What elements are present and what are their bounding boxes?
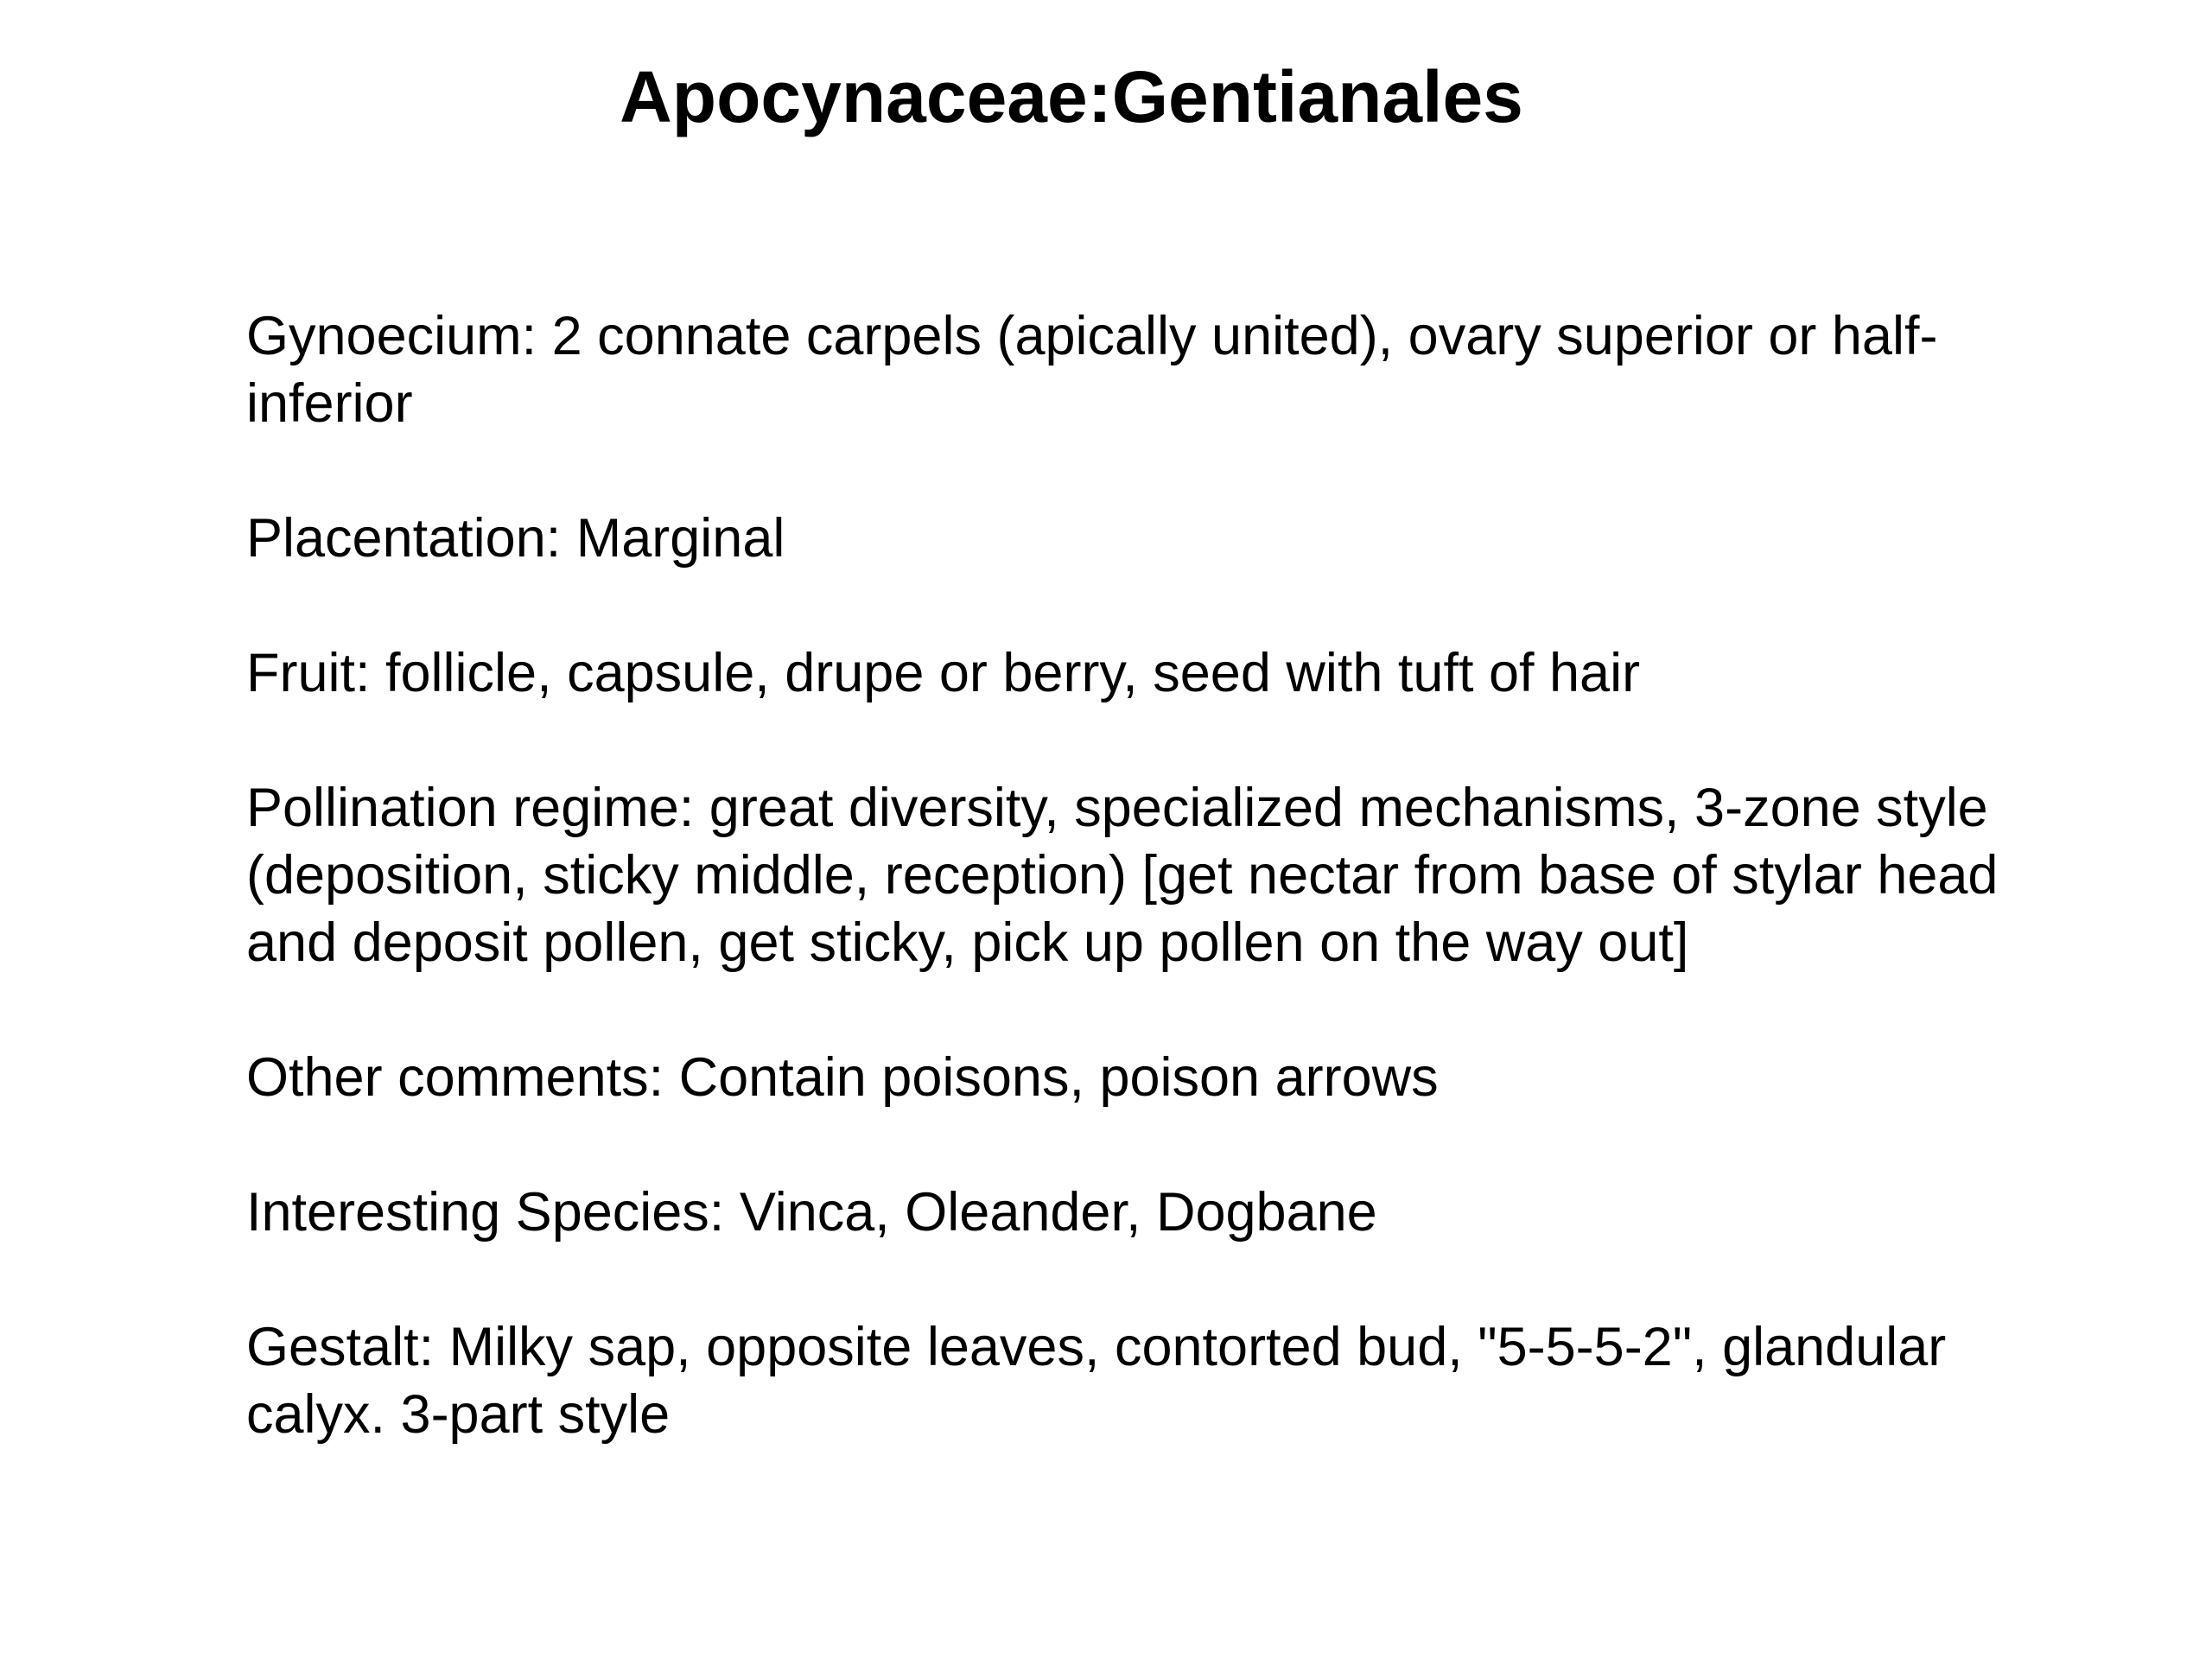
paragraph-line: Placentation: Marginal — [246, 508, 785, 569]
paragraph-line: Gynoecium: 2 connate carpels (apically united), ovary superior or half- — [246, 306, 1938, 366]
paragraph-gynoecium — [246, 302, 2078, 437]
paragraph-line: and deposit pollen, get sticky, pick up pollen on the way out] — [246, 912, 1689, 973]
paragraph-fruit — [246, 639, 2078, 707]
paragraph-line: inferior — [246, 373, 413, 434]
paragraph-line: Fruit: follicle, capsule, drupe or berry, seed with tuft of hair — [246, 643, 1641, 703]
paragraph-line: Interesting Species: Vinca, Oleander, Dogbane — [246, 1182, 1377, 1243]
paragraph-line: Gestalt: Milky sap, opposite leaves, contorted bud, "5-5-5-2", glandular — [246, 1317, 1947, 1377]
paragraph-interesting-species — [246, 1179, 2078, 1246]
paragraph-line: Pollination regime: great diversity, specialized mechanisms, 3-zone style — [246, 778, 1988, 838]
paragraph-placentation — [246, 505, 2078, 572]
paragraph-line: (deposition, sticky middle, reception) [get nectar from base of stylar head — [246, 845, 1999, 906]
paragraph-pollination — [246, 774, 2078, 976]
paragraph-line: Other comments: Contain poisons, poison arrows — [246, 1047, 1439, 1108]
slide-title: Apocynaceae:Gentianales — [620, 56, 1523, 137]
slide-body — [246, 302, 2078, 1516]
paragraph-other-comments — [246, 1044, 2078, 1111]
paragraph-line: calyx. 3-part style — [246, 1384, 671, 1445]
paragraph-gestalt — [246, 1313, 2078, 1448]
